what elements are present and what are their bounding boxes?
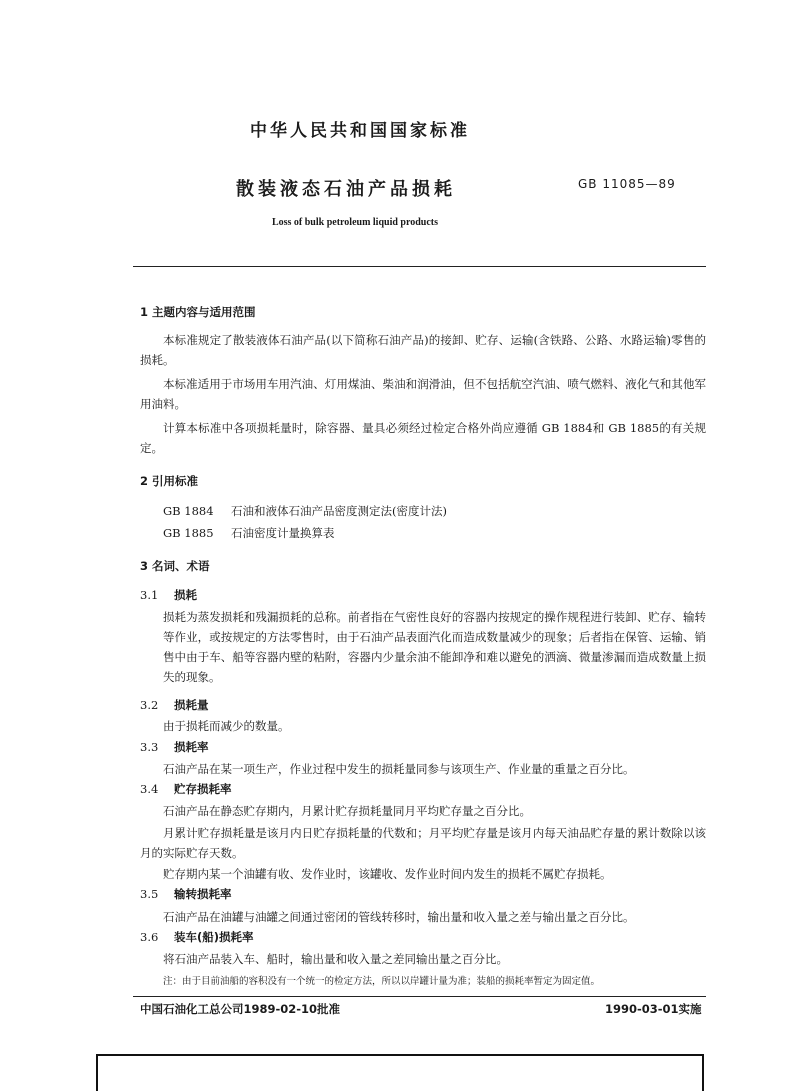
- term-number: 3.3: [140, 740, 159, 754]
- term-3-5-heading: [140, 886, 232, 902]
- term-3-1-definition: 损耗为蒸发损耗和残漏损耗的总称。前者指在气密性良好的容器内按规定的操作规程进行装卸、贮存、输转等作业，或按规定的方法零售时，由于石油产品表面汽化而造成数量减少的现象；后者指在保管、运输、销售中由于车、船等容器内壁的粘附，容器内少量余油不能卸净和难以避免的洒滴、微量渗漏而造成数量上损失的现象。: [163, 610, 706, 684]
- term-label: 装车(船)损耗率: [174, 930, 254, 944]
- section-2-heading: 2 引用标准: [140, 474, 199, 488]
- term-number: 3.2: [140, 698, 159, 712]
- english-title: Loss of bulk petroleum liquid products: [271, 217, 439, 228]
- section-1-heading: 1 主题内容与适用范围: [140, 305, 256, 319]
- term-3-3-heading: [140, 739, 209, 755]
- section-3-heading: 3 名词、术语: [140, 559, 210, 573]
- term-label: 输转损耗率: [174, 887, 232, 901]
- term-label: 损耗量: [174, 698, 209, 712]
- term-3-2-definition: 由于损耗而减少的数量。: [163, 719, 290, 733]
- footer-divider: [133, 996, 706, 997]
- footnote: 注：由于目前油船的容积没有一个统一的检定方法，所以以岸罐计量为准；装船的损耗率暂定为固定值。: [163, 976, 601, 987]
- header-divider: [133, 266, 706, 267]
- term-3-6-definition: 将石油产品装入车、船时，输出量和收入量之差同输出量之百分比。: [163, 952, 508, 966]
- term-number: 3.6: [140, 930, 159, 944]
- term-3-4-heading: [140, 781, 232, 797]
- term-3-2-heading: [140, 697, 209, 713]
- term-3-6-heading: [140, 929, 254, 945]
- reference-title: 石油密度计量换算表: [231, 526, 335, 540]
- term-number: 3.4: [140, 782, 159, 796]
- term-3-4-definition-2: 月累计贮存损耗量是该月内日贮存损耗量的代数和；月平均贮存量是该月内每天油品贮存量的累计数除以该月的实际贮存天数。: [140, 826, 706, 860]
- term-number: 3.1: [140, 588, 159, 602]
- reference-title: 石油和液体石油产品密度测定法(密度计法): [231, 504, 447, 518]
- term-3-4-definition-1: 石油产品在静态贮存期内，月累计贮存损耗量同月平均贮存量之百分比。: [163, 804, 531, 818]
- implementation-date: 1990-03-01实施: [605, 1002, 702, 1016]
- term-label: 贮存损耗率: [174, 782, 232, 796]
- term-number: 3.5: [140, 887, 159, 901]
- reference-code: GB 1884: [163, 504, 214, 518]
- standard-code: GB 11085—89: [578, 177, 676, 191]
- section-1-paragraph-2: 本标准适用于市场用车用汽油、灯用煤油、柴油和润滑油，但不包括航空汽油、喷气燃料、液化气和其他军用油料。: [140, 377, 706, 411]
- term-3-3-definition: 石油产品在某一项生产，作业过程中发生的损耗量同参与该项生产、作业量的重量之百分比。: [163, 762, 635, 776]
- term-3-4-definition-3: 贮存期内某一个油罐有收、发作业时，该罐收、发作业时间内发生的损耗不属贮存损耗。: [163, 867, 612, 881]
- term-label: 损耗率: [174, 740, 209, 754]
- term-label: 损耗: [174, 588, 197, 602]
- term-3-1-heading: [140, 587, 197, 603]
- approval-line: 中国石油化工总公司1989-02-10批准: [140, 1002, 341, 1016]
- reference-item: [163, 503, 447, 519]
- term-3-5-definition: 石油产品在油罐与油罐之间通过密闭的管线转移时，输出量和收入量之差与输出量之百分比。: [163, 910, 635, 924]
- section-1-paragraph-3: 计算本标准中各项损耗量时，除容器、量具必须经过检定合格外尚应遵循 GB 1884和 GB 1885的有关规定。: [140, 421, 706, 455]
- document-title: 散装液态石油产品损耗: [236, 179, 456, 200]
- country-standard-label: 中华人民共和国国家标准: [250, 121, 470, 141]
- reference-item: [163, 525, 335, 541]
- section-1-paragraph-1: 本标准规定了散装液体石油产品(以下简称石油产品)的接卸、贮存、运输(含铁路、公路、水路运输)零售的损耗。: [140, 333, 706, 367]
- page-frame-border: [96, 1054, 704, 1091]
- reference-code: GB 1885: [163, 526, 214, 540]
